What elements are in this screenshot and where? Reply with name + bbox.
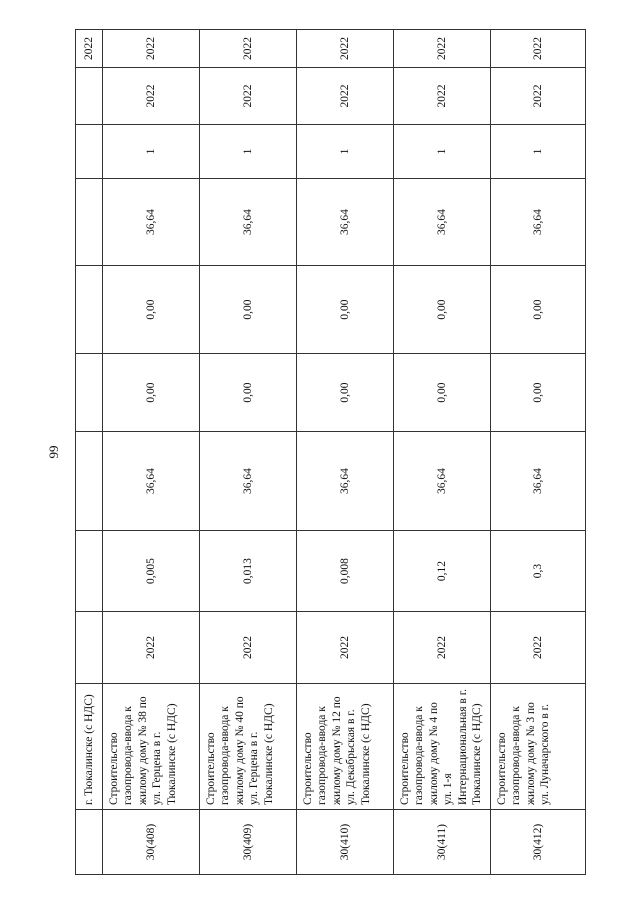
value-cell: 0,00 <box>491 266 586 354</box>
table-row <box>491 30 586 875</box>
value-cell: 1 <box>394 125 491 179</box>
value-cell: 2022 <box>200 612 297 684</box>
row-id-cell: 30(409) <box>200 810 297 875</box>
value-cell: 1 <box>200 125 297 179</box>
value-cell: 1 <box>297 125 394 179</box>
value-cell <box>76 179 103 266</box>
value-cell: 2022 <box>200 68 297 125</box>
value-cell: 0,00 <box>297 354 394 432</box>
value-cell: 2022 <box>103 612 200 684</box>
value-cell: 2022 <box>491 30 586 68</box>
project-table <box>75 29 586 875</box>
value-cell <box>76 266 103 354</box>
value-cell <box>76 125 103 179</box>
value-cell: 2022 <box>394 68 491 125</box>
value-cell: 2022 <box>200 30 297 68</box>
value-cell: 0,00 <box>200 266 297 354</box>
value-cell: 36,64 <box>297 432 394 531</box>
table-row <box>297 30 394 875</box>
value-cell: 36,64 <box>491 179 586 266</box>
value-cell: 2022 <box>103 30 200 68</box>
value-cell: 0,013 <box>200 531 297 612</box>
table-row <box>200 30 297 875</box>
row-id-cell: 30(410) <box>297 810 394 875</box>
value-cell: 0,00 <box>297 266 394 354</box>
value-cell <box>76 531 103 612</box>
value-cell: 1 <box>491 125 586 179</box>
value-cell: 0,00 <box>200 354 297 432</box>
value-cell: 36,64 <box>103 432 200 531</box>
value-cell: 1 <box>103 125 200 179</box>
value-cell: 0,12 <box>394 531 491 612</box>
value-cell <box>76 68 103 125</box>
row-id-cell: 30(408) <box>103 810 200 875</box>
table-row <box>394 30 491 875</box>
row-id-cell: 30(412) <box>491 810 586 875</box>
value-cell: 36,64 <box>103 179 200 266</box>
value-cell: 0,00 <box>103 266 200 354</box>
value-cell: 0,005 <box>103 531 200 612</box>
value-cell: 36,64 <box>394 179 491 266</box>
value-cell: 36,64 <box>200 179 297 266</box>
value-cell: 2022 <box>297 612 394 684</box>
value-cell: 36,64 <box>394 432 491 531</box>
row-name-cell: Строительство газопровода-ввода к жилому дому № 40 по ул. Герцена в г. Тюкалинске (с НДС) <box>200 684 297 810</box>
value-cell: 2022 <box>103 68 200 125</box>
table-row <box>103 30 200 875</box>
value-cell <box>76 432 103 531</box>
row-name-cell: Строительство газопровода-ввода к жилому дому № 3 по ул. Луначарского в г. <box>491 684 586 810</box>
value-cell: 0,008 <box>297 531 394 612</box>
page-number: 99 <box>46 445 61 459</box>
value-cell: 36,64 <box>200 432 297 531</box>
value-cell: 0,00 <box>394 354 491 432</box>
value-cell: 0,3 <box>491 531 586 612</box>
value-cell: 0,00 <box>491 354 586 432</box>
row-name-cell: г. Тюкалинске (с НДС) <box>76 684 103 810</box>
value-cell <box>76 354 103 432</box>
value-cell: 2022 <box>394 612 491 684</box>
row-name-cell: Строительство газопровода-ввода к жилому дому № 38 по ул. Герцена в г. Тюкалинске (с НДС) <box>103 684 200 810</box>
table-container <box>75 30 585 875</box>
value-cell <box>76 612 103 684</box>
value-cell: 36,64 <box>297 179 394 266</box>
value-cell: 0,00 <box>394 266 491 354</box>
value-cell: 36,64 <box>491 432 586 531</box>
value-cell: 0,00 <box>103 354 200 432</box>
value-cell: 2022 <box>394 30 491 68</box>
value-cell: 2022 <box>491 68 586 125</box>
value-cell: 2022 <box>76 30 103 68</box>
table-row <box>76 30 103 875</box>
value-cell: 2022 <box>297 68 394 125</box>
value-cell: 2022 <box>491 612 586 684</box>
row-id-cell: 30(411) <box>394 810 491 875</box>
row-name-cell: Строительство газопровода-ввода к жилому дому № 12 по ул. Декабрьская в г. Тюкалинске (с НДС) <box>297 684 394 810</box>
row-name-cell: Строительство газопровода-ввода к жилому дому № 4 по ул. 1-я Интернациональная в г. Тюкалинске (с НДС) <box>394 684 491 810</box>
value-cell: 2022 <box>297 30 394 68</box>
row-id-cell <box>76 810 103 875</box>
